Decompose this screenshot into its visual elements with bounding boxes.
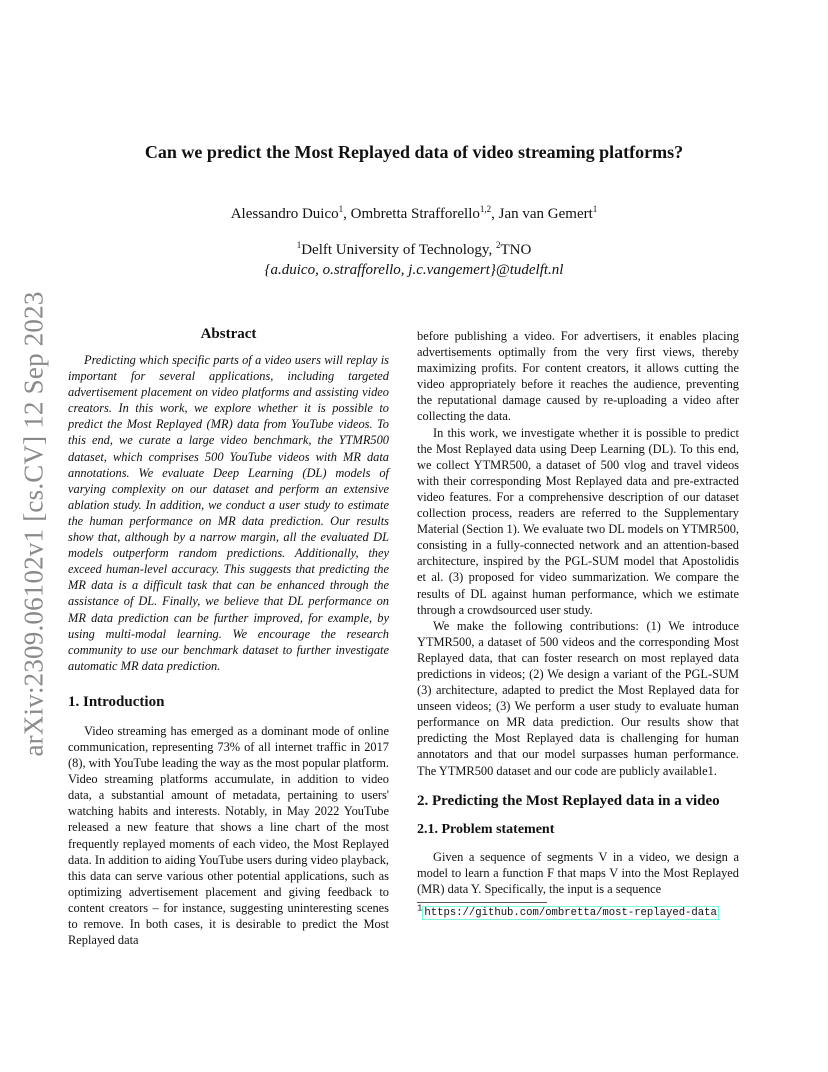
arxiv-sidebar-stamp <box>14 286 54 761</box>
abstract-heading: Abstract <box>200 326 257 342</box>
author-list: Alessandro Duico$^1$, Ombretta Strafforello$^{1,2}$, Jan van Gemert$^1$ <box>230 204 598 222</box>
abstract-text: Predicting which specific parts of a video users will replay is important for several applications, including targeted advertisement placement on video platforms and assisting video creators. In this work, we explore whether it is possible to predict the Most Replayed (MR) data from YouTube videos. To this end, we curate a large video benchmark, the YTMR500 dataset, which comprises 500 YouTube videos with MR data annotations. We evaluate Deep Learning (DL) models of varying complexity on our dataset and perform an extensive ablation study. In addition, we conduct a user study to estimate the human performance on MR data prediction. Our results show that, although by a narrow margin, all the evaluated DL models outperform random predictions. Additionally, they exceed human-level accuracy. This suggests that predicting the MR data is a difficult task that can be enhanced through the assistance of DL. Finally, we believe that DL performance on MR data prediction can be further improved, for example, by using multi-modal learning. We encourage the research community to use our benchmark dataset to further investigate automatic MR data prediction. <box>68 353 389 673</box>
author-affiliation-mark: 1,2 <box>479 204 492 214</box>
affiliation-institution: Delft University of Technology, <box>301 242 496 258</box>
section-heading-introduction: 1. Introduction <box>68 693 165 710</box>
affiliation-mark: 2 <box>495 240 501 250</box>
repository-link[interactable]: https://github.com/ombretta/most-replayed-data <box>424 906 717 919</box>
footnote-mark: 1 <box>417 903 423 914</box>
section-heading-predicting: 2. Predicting the Most Replayed data in a video <box>417 792 720 809</box>
footnote-rule <box>417 902 547 903</box>
subsection-heading-problem-statement: 2.1. Problem statement <box>417 821 555 837</box>
author-name: Alessandro Duico <box>230 206 339 222</box>
affiliations <box>0 240 828 280</box>
right-column <box>417 328 739 919</box>
contributions-paragraph: We make the following contributions: (1) We introduce YTMR500, a dataset of 500 videos and the corresponding Most Replayed data, that can foster research on most replayed data predictions in videos; (2) We design a variant of the PGL-SUM (3) architecture, adapted to predict the Most Replayed data for unseen videos; (3) We perform a user study to evaluate human performance on MR data prediction. Our results show that predicting the Most Replayed data is challenging for human annotators and that our model surpasses human performance. The YTMR500 dataset and our code are publicly available1. <box>417 618 739 778</box>
left-column <box>68 326 389 948</box>
footnote <box>417 903 739 919</box>
intro-paragraph-continued: before publishing a video. For advertisers, it enables placing advertisements optimally from the very first views, thereby maximizing profits. For content creators, it allows cutting the video appropriately before it reaches the audience, preventing the reputational damage caused by re-uploading a video after collecting the data. <box>417 329 739 424</box>
problem-statement-paragraph: Given a sequence of segments V in a video, we design a model to learn a function F that maps V into the Most Replayed (MR) data Y. Specifically, the input is a sequence <box>417 849 739 896</box>
author-name: Ombretta Strafforello <box>350 206 480 222</box>
intro-paragraph: Video streaming has emerged as a dominant mode of online communication, representing 73% of all internet traffic in 2017 (8), with YouTube leading the way as the most popular platform. Video streaming platforms accumulate, in addition to video data, a substantial amount of metadata, pertaining to users' watching habits and interests. Notably, in May 2022 YouTube released a new feature that shows a line chart of the most frequently replayed moments of each video, the Most Replayed data. In addition to aiding YouTube users during video playback, this data can serve various other potential applications, such as optimizing advertisement placement and giving feedback to content creators – for instance, suggesting uninteresting scenes to remove. In both cases, it is desirable to predict the Most Replayed data <box>68 723 389 948</box>
author-affiliation-mark: 1 <box>338 204 344 214</box>
author-emails: {a.duico, o.strafforello, j.c.vangemert}@tudelft.nl <box>264 262 564 278</box>
affiliation-mark: 1 <box>296 240 302 250</box>
affiliation-institution: TNO <box>500 242 532 258</box>
author-affiliation-mark: 1 <box>592 204 598 214</box>
affiliation-line <box>0 240 828 260</box>
arxiv-id: arXiv:2309.06102v1 [cs.CV] 12 Sep 2023 <box>18 290 49 757</box>
intro-paragraph: In this work, we investigate whether it is possible to predict the Most Replayed data using Deep Learning (DL). To this end, we collect YTMR500, a dataset of 500 vlog and travel videos with their corresponding Most Replayed data and pre-extracted video features. For a comprehensive description of our dataset collection process, readers are referred to the Supplementary Material (Section 1). We evaluate two DL models on YTMR500, consisting in a fully-connected network and an attention-based architecture, inspired by the PGL-SUM model that Apostolidis et al. (3) proposed for video summarization. We compare the results of DL against human performance, which we estimate through a crowdsourced user study. <box>417 425 739 617</box>
author-name: Jan van Gemert <box>498 206 593 222</box>
paper-title: Can we predict the Most Replayed data of video streaming platforms? <box>144 142 684 162</box>
